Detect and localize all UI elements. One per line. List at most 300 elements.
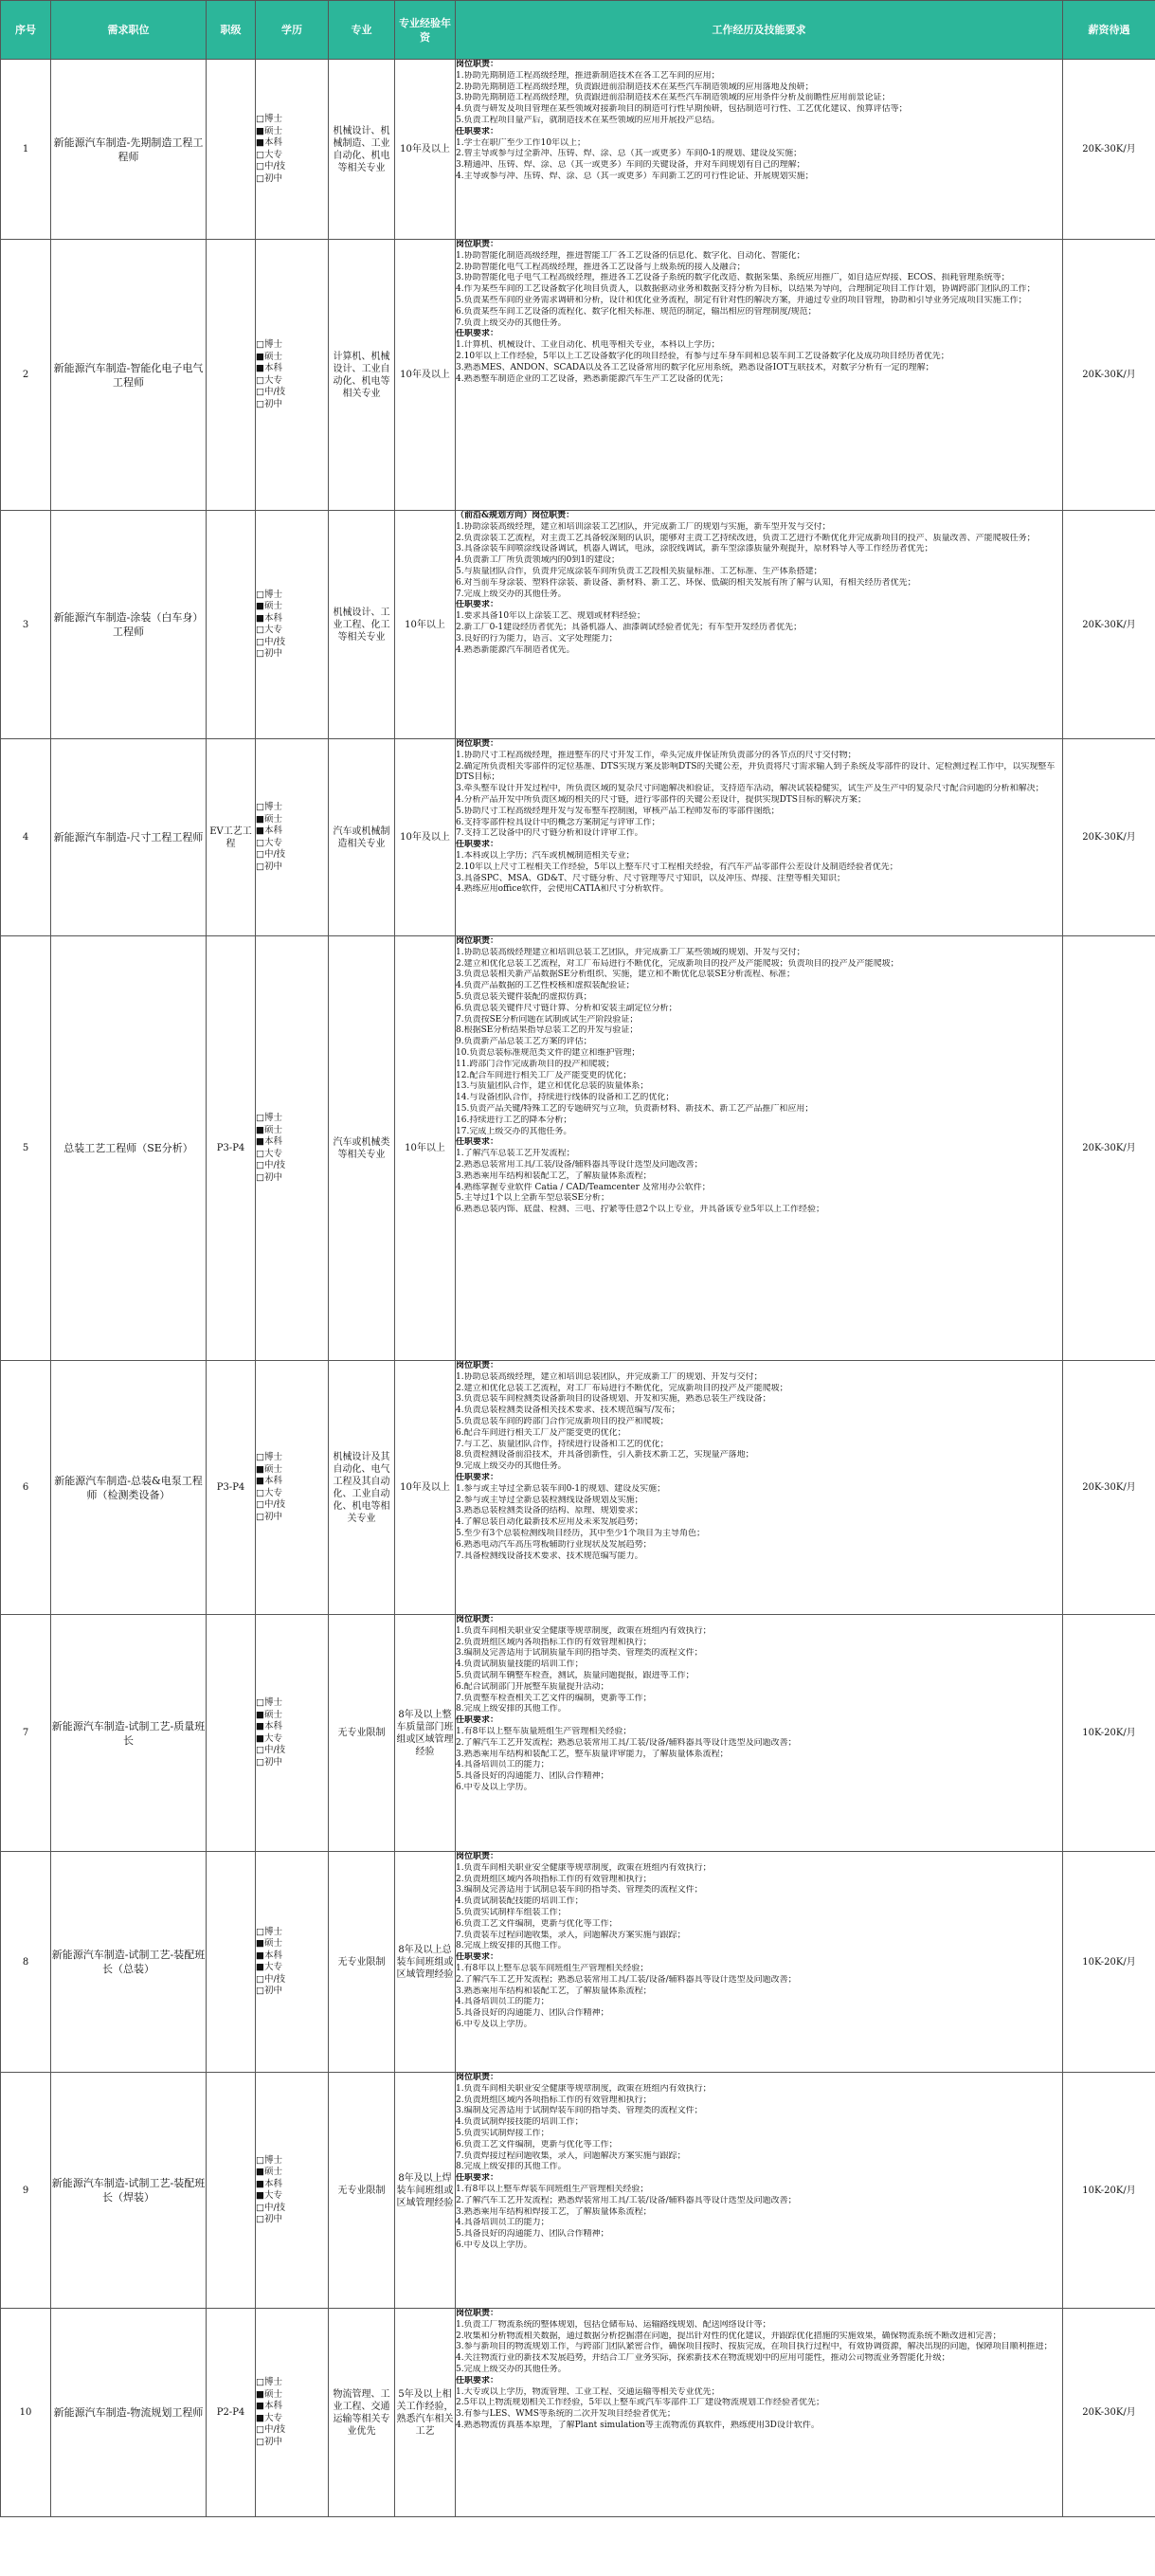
education-option: □博士 [256, 339, 282, 350]
requirement-line: 4.负责试制装配技能的培训工作； [456, 1896, 584, 1907]
job-title: 新能源汽车制造-涂装（白车身）工程师 [51, 511, 207, 739]
requirements-heading: 任职要求： [456, 1472, 499, 1482]
education-options [256, 2073, 329, 2309]
requirement-line: 4.具备培训员工的能力； [456, 1997, 550, 2007]
education-option: □大专 [256, 1487, 282, 1498]
requirements [456, 2073, 1063, 2309]
requirement-line: 7.负责整车检查相关工艺文件的编制，更新等工作； [456, 1693, 652, 1703]
requirements-heading: 岗位职责： [456, 60, 499, 69]
requirement-line: 5.负责总装车间的跨部门合作完成新项目的投产和爬坡； [456, 1416, 669, 1426]
row-number: 9 [1, 2073, 51, 2309]
education-option: □初中 [256, 1756, 282, 1768]
requirement-line: 3.熟悉乘用车结构和装配工艺，了解质量体系流程； [456, 1170, 652, 1181]
requirement-line: 2.建立和优化总装工艺流程，对工厂布局进行不断优化，完成新项目的投产及产能爬坡；负责项目的投产及产能爬坡； [456, 958, 899, 969]
requirement-line: 3.熟悉总装检测类设备的结构、原理、规划要求； [456, 1506, 643, 1516]
requirements [456, 1361, 1063, 1615]
requirement-line: 6.负责总装关键件尺寸链计算、分析和安装主副定位分析； [456, 1003, 677, 1013]
requirement-line: 3.负责总装车间检测类设备新项目的设备规划、开发和实施，熟悉总装生产线设备； [456, 1394, 771, 1405]
requirement-line: 4.主导或参与冲、压铸、焊、涂、总（其一或更多）车间新工艺的可行性论证、开展规划实施； [456, 171, 814, 181]
requirement-line: 5.负责实试制样车组装工作； [456, 1907, 567, 1917]
requirement-line: 4.负责试制焊接技能的培训工作； [456, 2117, 584, 2128]
requirement-line: 3.有参与LES、WMS等系统的二次开发项目经验者优先； [456, 2409, 676, 2420]
requirements-heading: 任职要求： [456, 1715, 499, 1726]
requirements-heading: 岗位职责： [456, 1615, 499, 1624]
job-title: 总装工艺工程师（SE分析） [51, 936, 207, 1361]
requirement-line: 3.具备SPC、MSA、GD&T、尺寸链分析、尺寸管理等尺寸知识，以及冲压、焊接、注塑等相关知识； [456, 873, 845, 883]
salary: 10K-20K/月 [1063, 2073, 1155, 2309]
education-option: □博士 [256, 2154, 282, 2166]
requirement-line: 2.了解汽车工艺开发流程；熟悉焊装常用工具/工装/设备/辅料器具等设计选型及问题改善； [456, 2195, 797, 2205]
requirement-line: 3.协助智能化电子电气工程高级经理，推进各工艺设备子系统的数字化改造、数据采集、系统应用推广，如自适应焊接、ECOS、损耗管理系统等； [456, 273, 1010, 283]
salary: 20K-30K/月 [1063, 739, 1155, 936]
requirements-heading: 任职要求： [456, 2375, 499, 2386]
requirement-line: 6.配合试制部门开展整车质量提升活动； [456, 1681, 609, 1692]
requirement-line: 1.负责车间相关职业安全健康等规章制度，政策在班组内有效执行； [456, 1862, 712, 1873]
requirements-heading: 任职要求： [456, 2173, 499, 2184]
requirements [456, 936, 1063, 1361]
education-option: □初中 [256, 861, 282, 872]
requirement-line: 2.协助智能化电气工程高级经理，推进各工艺设备与上级系统的接入及融合； [456, 262, 746, 272]
requirement-line: 7.负责按SE分析问题在试制或试生产阶段验证； [456, 1014, 639, 1025]
education-option: ■本科 [256, 2401, 282, 2411]
requirements-heading: 任职要求： [456, 126, 499, 136]
requirement-line: 2.了解汽车工艺开发流程；熟悉总装常用工具/工装/设备/辅料器具等设计选型及问题改善； [456, 1737, 797, 1748]
requirement-line: 1.计算机、机械设计、工业自动化、机电等相关专业，本科以上学历； [456, 340, 720, 351]
education-option: □中/技 [256, 1160, 286, 1170]
requirement-line: 4.关注物流行业的新技术发展趋势，并结合工厂业务实际，探索新技术在物流规划中的应用可能性，推动公司物流业务智能化升级； [456, 2353, 950, 2364]
education-option: ■大专 [256, 1732, 282, 1744]
table-row [1, 1361, 1155, 1615]
requirement-line: 1.协助涂装高级经理，建立和培训涂装工艺团队，并完成新工厂的规划与实施，新车型开发与交付； [456, 521, 831, 532]
row-number: 4 [1, 739, 51, 936]
experience: 5年及以上相关工作经验，熟悉汽车相关工艺 [395, 2309, 456, 2517]
major: 机械设计及其自动化、电气工程及其自动化、工业自动化、机电等相关专业 [329, 1361, 395, 1615]
education-option: ■硕士 [256, 125, 282, 136]
requirement-line: 1.有8年以上整车总装车间班组生产管理相关经验； [456, 1963, 649, 1973]
requirement-line: 1.有8年以上整车焊装车间班组生产管理相关经验； [456, 2184, 649, 2194]
education-option: ■硕士 [256, 2167, 282, 2177]
requirement-line: 3.良好的行为能力，语言、文字处理能力； [456, 633, 618, 644]
header-major: 专业 [329, 1, 395, 60]
education-options [256, 1361, 329, 1615]
education-option: □初中 [256, 2214, 282, 2224]
requirement-line: 1.本科或以上学历；汽车或机械制造相关专业； [456, 850, 635, 861]
job-level [207, 1852, 256, 2073]
requirements-heading: 岗位职责： [456, 2309, 499, 2318]
education-option: □中/技 [256, 161, 286, 172]
requirement-line: 12.配合车间进行相关工厂及产能变更的优化； [456, 1070, 632, 1080]
experience: 8年及以上焊装车间班组或区域管理经验 [395, 2073, 456, 2309]
requirement-line: 6.中专及以上学历。 [456, 2019, 532, 2029]
salary: 20K-30K/月 [1063, 2309, 1155, 2517]
requirement-line: 3.具备涂装车间喷涂线设备调试，机器人调试，电泳，涂胶线调试，新车型涂漆质量外观提升，原材料导入等工作经历者优先； [456, 544, 933, 554]
education-option: ■本科 [256, 612, 282, 624]
job-level [207, 60, 256, 240]
requirement-line: 2.新工厂0-1建设经历者优先；具备机器人、油漆调试经验者优先；有车型开发经历者优先； [456, 622, 803, 632]
row-number: 1 [1, 60, 51, 240]
requirement-line: 4.熟悉新能源汽车制造者优先。 [456, 644, 575, 655]
requirement-line: 7.支持工艺设备中的尺寸链分析和设计评审工作。 [456, 828, 643, 839]
table-row [1, 739, 1155, 936]
requirement-line: 2.负责班组区域内各项指标工作的有效管理和执行； [456, 1637, 652, 1647]
requirements [456, 2309, 1063, 2517]
requirements-heading: 岗位职责： [456, 240, 499, 249]
experience: 8年及以上整车质量部门班组或区域管理经验 [395, 1615, 456, 1852]
education-options [256, 739, 329, 936]
major: 计算机、机械设计、工业自动化、机电等相关专业 [329, 240, 395, 511]
job-level: P3-P4 [207, 936, 256, 1361]
requirement-line: 7.负责装车过程问题收集，录入，问题解决方案实施与跟踪； [456, 1930, 686, 1940]
requirement-line: 16.持续进行工艺的降本分析； [456, 1115, 572, 1125]
salary: 20K-30K/月 [1063, 511, 1155, 739]
table-row [1, 240, 1155, 511]
requirement-line: 5.具备良好的沟通能力、团队合作精神； [456, 2008, 609, 2019]
major: 物流管理、工业工程、交通运输等相关专业优先 [329, 2309, 395, 2517]
education-option: □大专 [256, 149, 282, 160]
major: 无专业限制 [329, 2073, 395, 2309]
job-level [207, 240, 256, 511]
requirement-line: 2.了解汽车工艺开发流程；熟悉总装常用工具/工装/设备/辅料器具等设计选型及问题改善； [456, 1974, 797, 1985]
education-option: □博士 [256, 1113, 282, 1123]
salary: 20K-30K/月 [1063, 1361, 1155, 1615]
table-row [1, 936, 1155, 1361]
education-option: ■本科 [256, 1476, 282, 1486]
education-option: □初中 [256, 2436, 282, 2447]
header-salary: 薪资待遇 [1063, 1, 1155, 60]
requirement-line: 6.对当前车身涂装、塑料件涂装、新设备、新材料、新工艺、环保、低碳的相关发展有所了解与认知，有相关经历者优先； [456, 577, 916, 588]
requirement-line: 1.大专或以上学历，物流管理、工业工程、交通运输等相关专业优先； [456, 2386, 720, 2397]
salary: 10K-20K/月 [1063, 1615, 1155, 1852]
education-option: ■本科 [256, 1950, 282, 1961]
experience: 10年及以上 [395, 60, 456, 240]
experience: 10年及以上 [395, 1361, 456, 1615]
education-option: ■硕士 [256, 601, 282, 611]
requirement-line: 4.负责新工厂所负责领域内的0到1的建设； [456, 555, 621, 566]
table-row [1, 1852, 1155, 2073]
requirement-line: 8.完成上级安排的其他工作。 [456, 1941, 567, 1951]
requirements [456, 240, 1063, 511]
requirement-line: 7.负责上级交办的其他任务。 [456, 317, 567, 328]
requirement-line: 3.熟悉乘用车结构和焊接工艺，了解质量体系流程； [456, 2206, 652, 2217]
education-option: □中/技 [256, 1499, 286, 1510]
education-option: □大专 [256, 625, 282, 635]
requirement-line: 4.具备培训员工的能力； [456, 1760, 550, 1770]
job-level [207, 1615, 256, 1852]
requirement-line: 15.负责产品关键/特殊工艺的专题研究与立项，负责新材料、新技术、新工艺产品推广和应用； [456, 1103, 814, 1114]
requirement-line: 5.具备良好的沟通能力、团队合作精神； [456, 2229, 609, 2240]
education-option: □初中 [256, 1986, 282, 1996]
requirement-line: 5.至少有3个总装检测线项目经历，其中至少1个项目为主导角色； [456, 1528, 706, 1538]
education-option: ■大专 [256, 2190, 282, 2201]
requirement-line: 1.学士在职广至少工作10年以上； [456, 137, 587, 148]
education-option: □中/技 [256, 387, 286, 397]
education-options [256, 60, 329, 240]
education-option: □初中 [256, 172, 282, 184]
requirement-line: 3.负责总装相关新产品数据SE分析组织、实施，建立和不断优化总装SE分析流程、标准； [456, 970, 796, 980]
requirement-line: 6.配合车间进行相关工厂及产能变更的优化； [456, 1427, 626, 1438]
experience: 10年以上 [395, 936, 456, 1361]
requirement-line: 2.10年以上尺寸工程相关工作经验，5年以上整车尺寸工程相关经验，有汽车产品零部件公差设计及制造经验者优先； [456, 862, 898, 872]
requirement-line: 5.主导过1个以上全新车型总装SE分析； [456, 1193, 610, 1204]
requirement-line: 6.熟悉总装内饰、底盘、检测、三电、拧紧等任意2个以上专业，并具备该专业5年以上工作经验； [456, 1205, 825, 1215]
salary: 10K-20K/月 [1063, 1852, 1155, 2073]
experience: 10年以上 [395, 511, 456, 739]
requirement-line: 5.具备良好的沟通能力、团队合作精神； [456, 1771, 609, 1782]
job-level [207, 511, 256, 739]
row-number: 8 [1, 1852, 51, 2073]
education-option: ■大专 [256, 1962, 282, 1972]
education-option: □中/技 [256, 1745, 286, 1755]
education-options [256, 936, 329, 1361]
salary: 20K-30K/月 [1063, 936, 1155, 1361]
education-options [256, 511, 329, 739]
education-option: □初中 [256, 398, 282, 409]
education-option: □中/技 [256, 2202, 286, 2213]
requirement-line: 2.5年以上物流规划相关工作经验，5年以上整车或汽车零部件工厂建设物流规划工作经验者优先； [456, 2398, 825, 2408]
job-title: 新能源汽车制造-智能化电子电气工程师 [51, 240, 207, 511]
job-title: 新能源汽车制造-试制工艺-装配班长（焊装） [51, 2073, 207, 2309]
requirement-line: 4.熟练掌握专业软件 Catia / CAD/Teamcenter 及常用办公软件； [456, 1182, 711, 1192]
requirement-line: 6.中专及以上学历。 [456, 1782, 532, 1792]
major: 机械设计、机械制造、工业自动化、机电等相关专业 [329, 60, 395, 240]
requirement-line: 3.熟悉乘用车结构和装配工艺，了解质量体系流程； [456, 1986, 652, 1996]
requirement-line: 9.完成上级交办的其他任务。 [456, 1461, 567, 1472]
requirement-line: 1.协助尺寸工程高级经理，推进整车的尺寸开发工作，牵头完成并保证所负责部分的各节点的尺寸交付物； [456, 750, 857, 760]
requirement-line: 3.熟悉MES、ANDON、SCADA以及各工艺设备常用的数字化应用系统，熟悉设备IOT互联技术，对数字分析有一定的理解； [456, 362, 934, 372]
education-option: ■硕士 [256, 1463, 282, 1475]
requirements-heading: 岗位职责： [456, 1852, 499, 1861]
requirement-line: 8.完成上级安排的其他工作。 [456, 2162, 567, 2172]
table-row [1, 511, 1155, 739]
requirements [456, 60, 1063, 240]
requirement-line: 17.完成上级交办的其他任务。 [456, 1126, 572, 1136]
requirement-line: 6.熟悉电动汽车高压弯板辅助行业现状及发展趋势； [456, 1539, 652, 1550]
education-option: □中/技 [256, 1973, 286, 1985]
requirement-line: 7.负责焊接过程问题收集，录入，问题解决方案实施与跟踪； [456, 2150, 686, 2161]
table-row [1, 1615, 1155, 1852]
education-option: □大专 [256, 837, 282, 848]
major: 无专业限制 [329, 1852, 395, 2073]
major: 机械设计、工业工程、化工等相关专业 [329, 511, 395, 739]
job-level: EV工艺工程 [207, 739, 256, 936]
requirement-line: 3.精通冲、压铸、焊、涂、总（其一或更多）车间的关键设备，并对车间规划有自己的理解； [456, 160, 805, 171]
salary: 20K-30K/月 [1063, 60, 1155, 240]
major: 无专业限制 [329, 1615, 395, 1852]
requirement-line: 4.具备培训员工的能力； [456, 2218, 550, 2228]
requirements-heading: 任职要求： [456, 1952, 499, 1963]
requirement-line: 2.曾主导或参与过全新冲、压铸、焊、涂、总（其一或更多）车间0-1的规划、建设及实施； [456, 149, 803, 159]
requirement-line: 2.协助先期制造工程高级经理，负责跟进前沿制造技术在某些汽车制造领域的应用落地及预研； [456, 82, 814, 92]
education-option: □中/技 [256, 2424, 286, 2435]
requirements [456, 1852, 1063, 2073]
row-number: 5 [1, 936, 51, 1361]
requirements-heading: 岗位职责： [456, 739, 499, 749]
education-option: ■本科 [256, 1721, 282, 1732]
requirement-line: 1.负责车间相关职业安全健康等规章制度，政策在班组内有效执行； [456, 1625, 712, 1636]
requirement-line: 8.完成上级安排的其他工作。 [456, 1704, 567, 1714]
header-edu: 学历 [256, 1, 329, 60]
education-option: □中/技 [256, 849, 286, 860]
requirement-line: 7.完成上级交办的其他任务。 [456, 589, 567, 599]
salary: 20K-30K/月 [1063, 240, 1155, 511]
requirement-line: 3.编制及完善适用于试制质量车间的指导类、管理类的流程文件； [456, 1648, 703, 1659]
job-title: 新能源汽车制造-尺寸工程工程师 [51, 739, 207, 936]
job-level: P2-P4 [207, 2309, 256, 2517]
requirements-heading: 任职要求： [456, 840, 499, 850]
requirement-line: 7.具备检测线设备技术要求、技术规范编写能力。 [456, 1551, 643, 1561]
requirements-heading: （前沿&规划方向）岗位职责： [456, 511, 575, 520]
requirement-line: 2.负责涂装工艺流程，对主责工艺具备较深刻的认识，能够对主责工艺持续改进，负责工艺进行不断优化并完成新项目的投产、质量改善、产能爬坡任务； [456, 533, 1036, 543]
education-option: ■硕士 [256, 1938, 282, 1949]
requirement-line: 5.完成上级交办的其他任务。 [456, 2364, 567, 2374]
requirements-heading: 岗位职责： [456, 936, 499, 946]
requirement-line: 1.了解汽车总装工艺开发流程； [456, 1149, 575, 1159]
table-row [1, 2309, 1155, 2517]
education-options [256, 240, 329, 511]
requirement-line: 5.与质量团队合作，负责并完成涂装车间所负责工艺段相关质量标准、工艺标准、生产体系搭建； [456, 566, 822, 576]
requirements-heading: 任职要求： [456, 329, 499, 339]
education-option: □初中 [256, 1171, 282, 1183]
requirement-line: 4.熟悉整车制造企业的工艺设备，熟悉新能源汽车生产工艺设备的优先； [456, 373, 729, 384]
education-option: □博士 [256, 1926, 282, 1937]
requirement-line: 5.负责实试制焊接工作； [456, 2128, 550, 2138]
requirement-line: 1.协助总装高级经理，建立和培训总装团队，并完成新工厂的规划、开发与交付； [456, 1371, 763, 1382]
requirement-line: 13.与质量团队合作，建立和优化总装的质量体系； [456, 1081, 649, 1092]
major: 汽车或机械制造相关专业 [329, 739, 395, 936]
requirement-line: 14.与设备团队合作，持续进行线体的设备和工艺的优化； [456, 1093, 675, 1103]
requirement-line: 4.负责总装检测类设备相关技术要求、技术规范编写/发布； [456, 1406, 680, 1416]
education-options [256, 2309, 329, 2517]
requirement-line: 1.负责工厂物流系统的整体规划，包括仓储布局、运输路线规划、配送网络设计等； [456, 2319, 771, 2330]
requirement-line: 8.负责检测设备前沿技术，并具备创新性，引入新技术新工艺，实现量产落地； [456, 1450, 754, 1460]
requirement-line: 2.确定所负责相关零部件的定位基准、DTS实现方案及影响DTS的关键公差，并负责将尺寸需求输入到子系统及零部件的设计、定检测过程工作中，以实现整车DTS目标； [456, 761, 1056, 783]
requirement-line: 6.支持零部件检具设计中的概念方案制定与评审工作； [456, 817, 660, 827]
requirement-line: 2.建立和优化总装工艺流程，对工厂布局进行不断优化，完成新项目的投产及产能爬坡； [456, 1383, 788, 1393]
requirement-line: 2.负责班组区域内各项指标工作的有效管理和执行； [456, 1874, 652, 1884]
job-title: 新能源汽车制造-总装&电泵工程师（检测类设备） [51, 1361, 207, 1615]
row-number: 2 [1, 240, 51, 511]
requirement-line: 6.负责工艺文件编制，更新与优化等工作； [456, 1918, 618, 1929]
requirements [456, 511, 1063, 739]
requirement-line: 4.负责与研发及项目管理在某些领域对接新项目的制造可行性早期预研，包括制造可行性、工艺优化建议、预算评估等； [456, 104, 908, 115]
requirement-line: 3.熟悉乘用车结构和装配工艺，整车质量评审能力，了解质量体系流程； [456, 1749, 729, 1759]
experience: 8年及以上总装车间班组或区域管理经验 [395, 1852, 456, 2073]
requirement-line: 4.分析产品开发中所负责区域的相关的尺寸链，进行零部件的关键公差设计，提供实现DTS目标的解决方案； [456, 794, 866, 805]
education-option: □博士 [256, 802, 282, 812]
experience: 10年及以上 [395, 739, 456, 936]
requirement-line: 4.熟练应用office软件，会使用CATIA和尺寸分析软件。 [456, 884, 669, 895]
requirement-line: 1.有8年以上整车质量班组生产管理相关经验； [456, 1726, 632, 1736]
major: 汽车或机械类等相关专业 [329, 936, 395, 1361]
education-option: □博士 [256, 589, 282, 600]
education-options [256, 1615, 329, 1852]
education-option: ■本科 [256, 2178, 282, 2189]
requirement-line: 4.负责试制质量技能的培训工作； [456, 1660, 584, 1670]
education-options [256, 1852, 329, 2073]
education-option: □博士 [256, 1697, 282, 1708]
requirement-line: 11.跨部门合作完成新项目的投产和爬坡； [456, 1059, 615, 1069]
requirements [456, 1615, 1063, 1852]
job-level [207, 2073, 256, 2309]
requirement-line: 3.参与新项目的物流规划工作，与跨部门团队紧密合作，确保项目按时、按质完成，在项目执行过程中，有效协调资源，解决出现的问题，保障项目顺利推进； [456, 2342, 1053, 2352]
header-exp: 专业经验年资 [395, 1, 456, 60]
education-option: ■硕士 [256, 813, 282, 825]
requirement-line: 6.负责工艺文件编制，更新与优化等工作； [456, 2139, 618, 2150]
experience: 10年及以上 [395, 240, 456, 511]
requirement-line: 3.协助先期制造工程高级经理，负责跟进前沿制造技术在某些汽车制造领域的应用条件分析及前瞻性应用前景论证； [456, 93, 891, 103]
requirement-line: 5.负责工程项目量产后，就制造技术在某些领域的应用开展投产总结。 [456, 115, 720, 125]
requirements-heading: 岗位职责： [456, 2073, 499, 2082]
requirement-line: 2.收集和分析物流相关数据，通过数据分析挖掘潜在问题，提出针对性的优化建议，并跟踪优化措施的实施效果，确保物流系统不断改进和完善； [456, 2331, 1002, 2341]
header-level: 职级 [207, 1, 256, 60]
education-option: ■本科 [256, 137, 282, 148]
education-option: ■硕士 [256, 1709, 282, 1720]
education-option: □大专 [256, 1148, 282, 1159]
requirement-line: 7.与工艺、质量团队合作，持续进行设备和工艺的优化； [456, 1439, 669, 1449]
requirement-line: 5.协助尺寸工程高级经理开发与发布整车控制图，审核产品工程师发布的零部件图纸； [456, 806, 780, 816]
row-number: 7 [1, 1615, 51, 1852]
requirements [456, 739, 1063, 936]
education-option: ■硕士 [256, 2388, 282, 2400]
requirements-heading: 任职要求： [456, 1137, 499, 1148]
requirements-heading: 任职要求： [456, 600, 499, 610]
education-option: □博士 [256, 2377, 282, 2387]
job-title: 新能源汽车制造-试制工艺-质量班长 [51, 1615, 207, 1852]
requirement-line: 1.负责车间相关职业安全健康等规章制度，政策在班组内有效执行； [456, 2083, 712, 2094]
education-option: ■本科 [256, 363, 282, 373]
requirement-line: 1.协助先期制造工程高级经理，推进新制造技术在各工艺车间的应用； [456, 70, 720, 81]
education-option: ■本科 [256, 1136, 282, 1147]
requirement-line: 3.牵头整车设计开发过程中，所负责区域的复杂尺寸问题解决和验证，支持造车活动，解决试装稳健实，试生产及生产中的复杂尺寸配合问题的分析和解决； [456, 784, 1044, 794]
education-option: □博士 [256, 114, 282, 124]
education-option: ■大专 [256, 2412, 282, 2423]
requirement-line: 1.协助智能化制造高级经理，推进智能工厂各工艺设备的信息化、数字化、自动化、智能化； [456, 250, 805, 261]
job-title: 新能源汽车制造-先期制造工程工程师 [51, 60, 207, 240]
row-number: 6 [1, 1361, 51, 1615]
header-no: 序号 [1, 1, 51, 60]
row-number: 10 [1, 2309, 51, 2517]
education-option: □大专 [256, 374, 282, 386]
requirement-line: 2.负责班组区域内各项指标工作的有效管理和执行； [456, 2095, 652, 2105]
header-req: 工作经历及技能要求 [456, 1, 1063, 60]
requirement-line: 9.负责新产品总装工艺方案的评估； [456, 1037, 592, 1047]
row-number: 3 [1, 511, 51, 739]
requirement-line: 3.编制及完善适用于试制总装车间的指导类、管理类的流程文件； [456, 1885, 703, 1896]
table-row [1, 60, 1155, 240]
requirement-line: 4.了解总装自动化最新技术应用及未来发展趋势； [456, 1517, 643, 1528]
job-level: P3-P4 [207, 1361, 256, 1615]
header-row [1, 1, 1155, 60]
requirement-line: 2.10年以上工作经验，5年以上工艺设备数字化的项目经验，有参与过车身车间和总装车间工艺设备数字化及成功项目经历者优先； [456, 351, 949, 361]
requirement-line: 4.负责产品数据的工艺性校核和虚拟装配验证； [456, 981, 635, 991]
requirement-line: 5.负责总装关键件装配的虚拟仿真； [456, 991, 592, 1002]
requirement-line: 1.协助总装高级经理建立和培训总装工艺团队，并完成新工厂某些领域的规划、开发与交付； [456, 947, 805, 957]
requirement-line: 5.负责某些车间的业务需求调研和分析，设计和优化业务流程，制定有针对性的解决方案，并通过专业的项目管理，协助和引导业务完成项目实施工作； [456, 295, 1027, 305]
requirement-line: 6.中专及以上学历。 [456, 2240, 532, 2250]
requirements-heading: 岗位职责： [456, 1361, 499, 1370]
requirement-line: 6.负责某些车间工艺设备的流程化、数字化相关标准、规范的制定，输出相应的管理制度/规范； [456, 306, 817, 317]
requirement-line: 4.熟悉物流仿真基本原理，了解Plant simulation等主流物流仿真软件，熟练使用3D设计软件。 [456, 2420, 820, 2430]
requirement-line: 8.根据SE分析结果指导总装工艺的开发与验证； [456, 1025, 639, 1036]
job-title: 新能源汽车制造-试制工艺-装配班长（总装） [51, 1852, 207, 2073]
requirement-line: 2.熟悉总装常用工具/工装/设备/辅料器具等设计选型及问题改善； [456, 1159, 703, 1170]
education-option: □初中 [256, 648, 282, 659]
requirement-line: 1.要求具备10年以上涂装工艺、规划或材料经验； [456, 611, 646, 622]
education-option: □中/技 [256, 636, 286, 647]
requirement-line: 4.作为某些车间的工艺设备数字化项目负责人，以数据驱动业务和数据支持分析为目标，以结果为导向，合理制定项目工作计划，协调跨部门团队的工作； [456, 284, 1036, 295]
education-option: ■硕士 [256, 351, 282, 362]
requirement-line: 10.负责总装标准规范类文件的建立和维护管理； [456, 1047, 641, 1058]
